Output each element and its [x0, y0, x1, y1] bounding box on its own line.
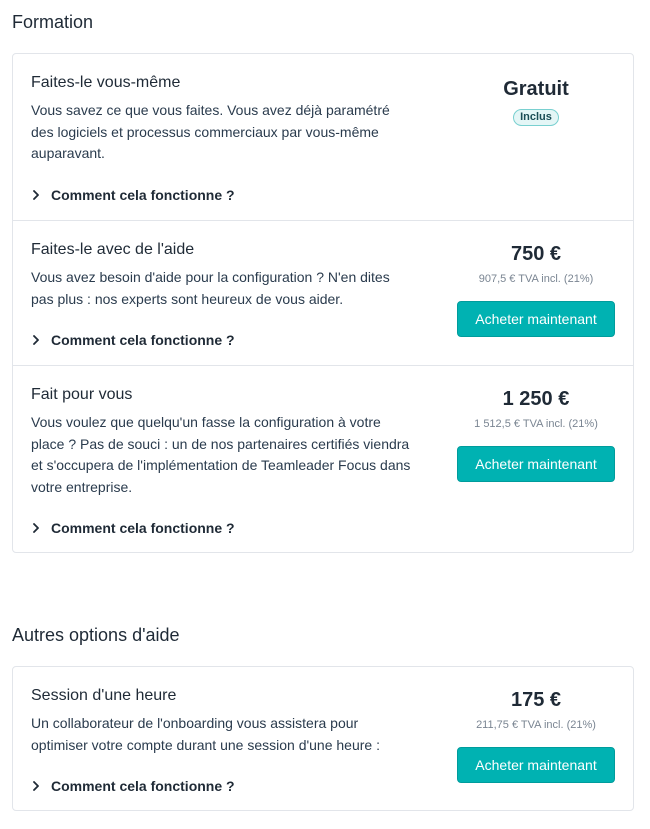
buy-now-button[interactable]: Acheter maintenant [457, 446, 615, 482]
offer-title: Session d'une heure [31, 687, 177, 704]
chevron-right-icon [31, 781, 41, 791]
how-it-works-toggle[interactable] [31, 518, 615, 538]
price-column [457, 241, 615, 337]
price-column [457, 386, 615, 482]
how-it-works-label: Comment cela fonctionne ? [51, 332, 235, 348]
chevron-right-icon [31, 190, 41, 200]
formation-card [12, 53, 634, 553]
price-incl-vat: 211,75 € TVA incl. (21%) [476, 719, 596, 731]
offer-row-assisted [13, 220, 633, 365]
price: Gratuit [503, 78, 569, 100]
section-title-formation: Formation [12, 12, 94, 32]
price-column [457, 76, 615, 126]
price: 1 250 € [502, 388, 570, 410]
buy-now-button[interactable]: Acheter maintenant [457, 747, 615, 783]
price-incl-vat: 1 512,5 € TVA incl. (21%) [474, 418, 598, 430]
offer-row-one-hour-session [13, 667, 633, 810]
how-it-works-label: Comment cela fonctionne ? [51, 520, 235, 536]
included-badge: Inclus [513, 109, 559, 126]
price: 750 € [510, 243, 562, 265]
chevron-right-icon [31, 523, 41, 533]
how-it-works-toggle[interactable] [31, 185, 615, 205]
section-title-other-help: Autres options d'aide [12, 625, 180, 645]
offer-title: Fait pour vous [31, 386, 133, 403]
price: 175 € [510, 689, 562, 711]
other-help-card [12, 666, 634, 811]
offer-description: Un collaborateur de l'onboarding vous assistera pour optimiser votre compte durant une session d'une heure : [31, 715, 380, 753]
offer-title: Faites-le avec de l'aide [31, 241, 195, 258]
price-column [457, 687, 615, 783]
how-it-works-label: Comment cela fonctionne ? [51, 186, 235, 203]
price-incl-vat: 907,5 € TVA incl. (21%) [478, 273, 594, 285]
offer-description: Vous voulez que quelqu'un fasse la configuration à votre place ? Pas de souci : un de nos partenaires certifiés viendra et s'occupera de l'implémentation de Teamleader Focus dans votre entreprise. [31, 414, 411, 495]
offer-description: Vous savez ce que vous faites. Vous avez déjà paramétré des logiciels et processus commerciaux par vous-même auparavant. [31, 102, 390, 161]
offer-title: Faites-le vous-même [31, 74, 181, 91]
how-it-works-label: Comment cela fonctionne ? [51, 778, 235, 794]
buy-now-button[interactable]: Acheter maintenant [457, 301, 615, 337]
chevron-right-icon [31, 335, 41, 345]
offer-row-diy [13, 54, 633, 220]
offer-row-done-for-you [13, 365, 633, 552]
offer-description: Vous avez besoin d'aide pour la configuration ? N'en dites pas plus : nos experts sont heureux de vous aider. [31, 269, 390, 307]
